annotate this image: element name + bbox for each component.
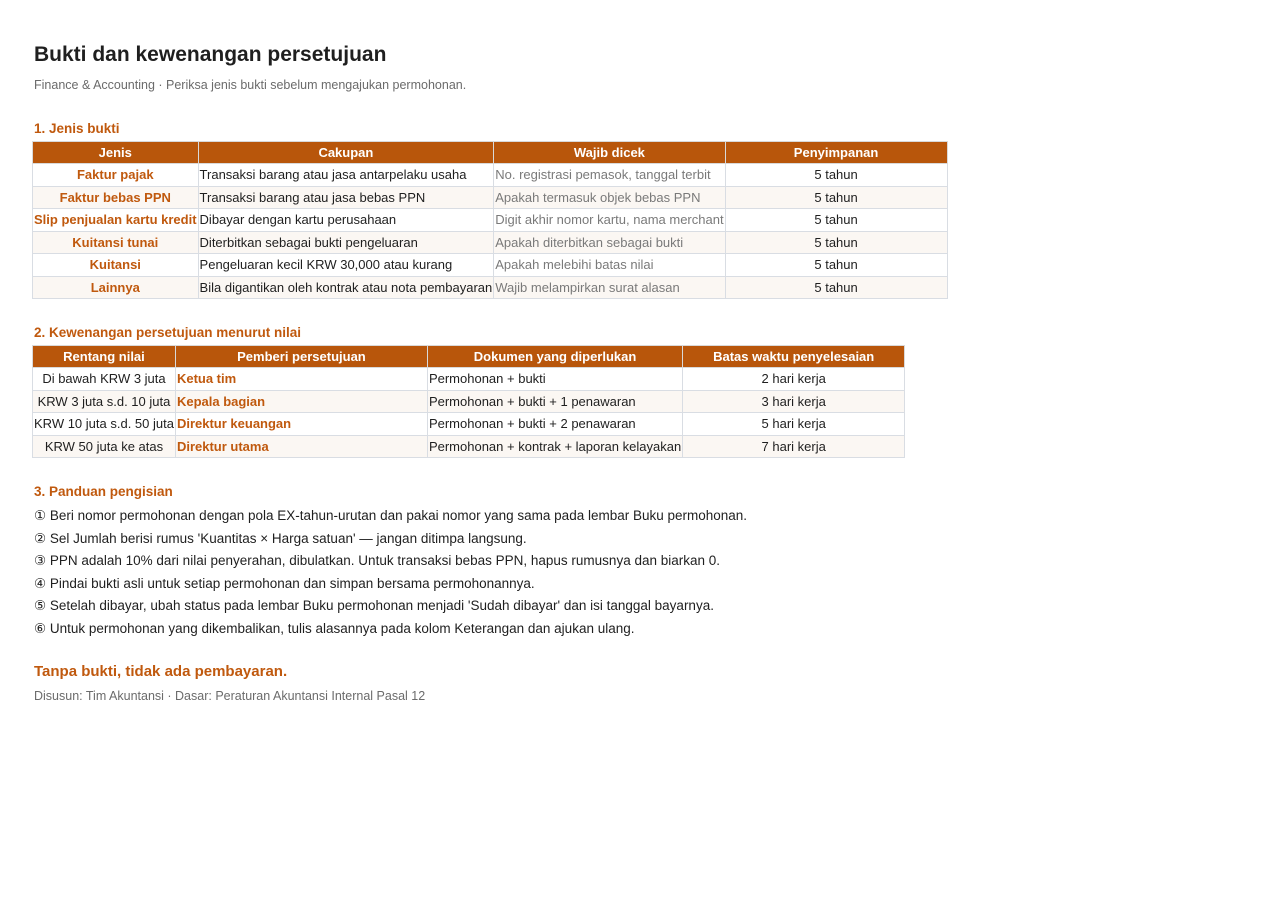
header-cell[interactable]: Rentang nilai bbox=[33, 346, 176, 368]
cell-cakupan[interactable]: Diterbitkan sebagai bukti pengeluaran bbox=[198, 231, 494, 254]
guide-item: ① Beri nomor permohonan dengan pola EX-tahun-urutan dan pakai nomor yang sama pada lembar Buku permohonan. bbox=[34, 508, 748, 523]
guide-item: ③ PPN adalah 10% dari nilai penyerahan, dibulatkan. Untuk transaksi bebas PPN, hapus rumusnya dan biarkan 0. bbox=[34, 553, 721, 569]
guide-item: ⑥ Untuk permohonan yang dikembalikan, tulis alasannya pada kolom Keterangan dan ajukan ulang. bbox=[34, 620, 635, 636]
evidence-table bbox=[32, 141, 948, 299]
header-cell[interactable]: Dokumen yang diperlukan bbox=[427, 346, 682, 368]
guide-list bbox=[34, 505, 747, 641]
guide-item: ② Sel Jumlah berisi rumus 'Kuantitas × Harga satuan' — jangan ditimpa langsung. bbox=[34, 530, 527, 546]
table-row bbox=[33, 413, 905, 436]
cell-dokumen[interactable]: Permohonan + bukti + 1 penawaran bbox=[427, 390, 682, 413]
cell-jenis[interactable]: Slip penjualan kartu kredit bbox=[33, 209, 199, 232]
cell-rentang-nilai[interactable]: KRW 10 juta s.d. 50 juta bbox=[33, 413, 176, 436]
table-row bbox=[33, 435, 905, 458]
guide-item: ④ Pindai bukti asli untuk setiap permohonan dan simpan bersama permohonannya. bbox=[34, 575, 535, 591]
cell-rentang-nilai[interactable]: KRW 50 juta ke atas bbox=[33, 435, 176, 458]
approval-table bbox=[32, 345, 905, 458]
cell-wajib-dicek[interactable]: Wajib melampirkan surat alasan bbox=[494, 276, 725, 299]
cell-cakupan[interactable]: Dibayar dengan kartu perusahaan bbox=[198, 209, 494, 232]
cell-penyimpanan[interactable]: 5 tahun bbox=[725, 164, 947, 187]
approval-table-header bbox=[33, 346, 905, 368]
cell-batas-waktu[interactable]: 3 hari kerja bbox=[683, 390, 905, 413]
cell-penyimpanan[interactable]: 5 tahun bbox=[725, 209, 947, 232]
cell-dokumen[interactable]: Permohonan + bukti bbox=[427, 368, 682, 391]
cell-penyimpanan[interactable]: 5 tahun bbox=[725, 276, 947, 299]
header-cell[interactable]: Penyimpanan bbox=[725, 142, 947, 164]
header-cell[interactable]: Cakupan bbox=[198, 142, 494, 164]
page-title: Bukti dan kewenangan persetujuan bbox=[34, 43, 387, 66]
header-cell[interactable]: Jenis bbox=[33, 142, 199, 164]
cell-cakupan[interactable]: Transaksi barang atau jasa antarpelaku usaha bbox=[198, 164, 494, 187]
cell-dokumen[interactable]: Permohonan + kontrak + laporan kelayakan bbox=[427, 435, 682, 458]
cell-penyimpanan[interactable]: 5 tahun bbox=[725, 254, 947, 277]
cell-jenis[interactable]: Faktur pajak bbox=[33, 164, 199, 187]
section-title-jenis-bukti: 1. Jenis bukti bbox=[34, 121, 120, 136]
section-title-panduan: 3. Panduan pengisian bbox=[34, 484, 173, 499]
cell-cakupan[interactable]: Pengeluaran kecil KRW 30,000 atau kurang bbox=[198, 254, 494, 277]
cell-jenis[interactable]: Kuitansi tunai bbox=[33, 231, 199, 254]
cell-jenis[interactable]: Faktur bebas PPN bbox=[33, 186, 199, 209]
table-row bbox=[33, 390, 905, 413]
cell-batas-waktu[interactable]: 5 hari kerja bbox=[683, 413, 905, 436]
page-subtitle: Finance & Accounting · Periksa jenis bukti sebelum mengajukan permohonan. bbox=[34, 78, 467, 92]
cell-jenis[interactable]: Lainnya bbox=[33, 276, 199, 299]
cell-batas-waktu[interactable]: 7 hari kerja bbox=[683, 435, 905, 458]
table-row bbox=[33, 276, 948, 299]
table-row bbox=[33, 186, 948, 209]
cell-cakupan[interactable]: Transaksi barang atau jasa bebas PPN bbox=[198, 186, 494, 209]
cell-rentang-nilai[interactable]: KRW 3 juta s.d. 10 juta bbox=[33, 390, 176, 413]
cell-pemberi-persetujuan[interactable]: Direktur keuangan bbox=[175, 413, 427, 436]
cell-wajib-dicek[interactable]: No. registrasi pemasok, tanggal terbit bbox=[494, 164, 725, 187]
slogan: Tanpa bukti, tidak ada pembayaran. bbox=[34, 663, 288, 680]
evidence-table-header bbox=[33, 142, 948, 164]
cell-pemberi-persetujuan[interactable]: Direktur utama bbox=[175, 435, 427, 458]
cell-dokumen[interactable]: Permohonan + bukti + 2 penawaran bbox=[427, 413, 682, 436]
table-row bbox=[33, 368, 905, 391]
table-row bbox=[33, 231, 948, 254]
cell-wajib-dicek[interactable]: Apakah termasuk objek bebas PPN bbox=[494, 186, 725, 209]
header-cell[interactable]: Batas waktu penyelesaian bbox=[683, 346, 905, 368]
cell-penyimpanan[interactable]: 5 tahun bbox=[725, 186, 947, 209]
table-row bbox=[33, 209, 948, 232]
cell-wajib-dicek[interactable]: Digit akhir nomor kartu, nama merchant bbox=[494, 209, 725, 232]
cell-pemberi-persetujuan[interactable]: Ketua tim bbox=[175, 368, 427, 391]
cell-penyimpanan[interactable]: 5 tahun bbox=[725, 231, 947, 254]
cell-pemberi-persetujuan[interactable]: Kepala bagian bbox=[175, 390, 427, 413]
cell-rentang-nilai[interactable]: Di bawah KRW 3 juta bbox=[33, 368, 176, 391]
header-cell[interactable]: Wajib dicek bbox=[494, 142, 725, 164]
section-title-kewenangan: 2. Kewenangan persetujuan menurut nilai bbox=[34, 325, 302, 340]
cell-jenis[interactable]: Kuitansi bbox=[33, 254, 199, 277]
cell-wajib-dicek[interactable]: Apakah diterbitkan sebagai bukti bbox=[494, 231, 725, 254]
guide-item: ⑤ Setelah dibayar, ubah status pada lembar Buku permohonan menjadi 'Sudah dibayar' dan isi tanggal bayarnya. bbox=[34, 598, 714, 614]
cell-cakupan[interactable]: Bila digantikan oleh kontrak atau nota pembayaran bbox=[198, 276, 494, 299]
cell-batas-waktu[interactable]: 2 hari kerja bbox=[683, 368, 905, 391]
table-row bbox=[33, 164, 948, 187]
header-cell[interactable]: Pemberi persetujuan bbox=[175, 346, 427, 368]
cell-wajib-dicek[interactable]: Apakah melebihi batas nilai bbox=[494, 254, 725, 277]
footer-note: Disusun: Tim Akuntansi · Dasar: Peraturan Akuntansi Internal Pasal 12 bbox=[34, 689, 426, 703]
table-row bbox=[33, 254, 948, 277]
